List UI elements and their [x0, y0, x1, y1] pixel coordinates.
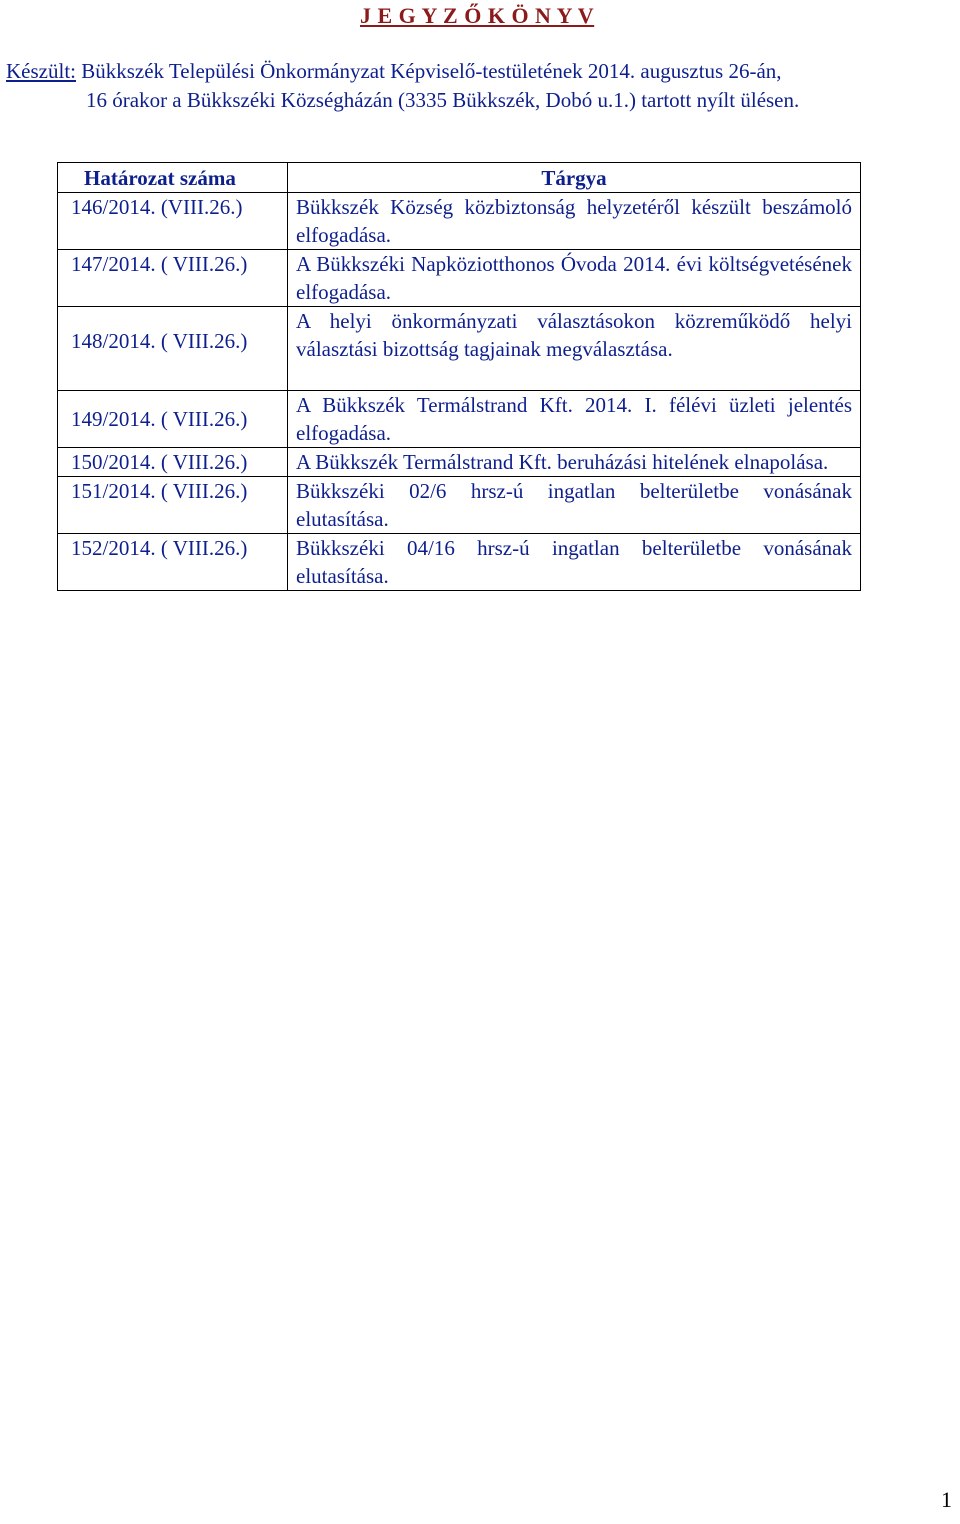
table-row [58, 193, 861, 250]
decision-subject: A helyi önkormányzati választásokon közreműködő helyi választási bizottság tagjainak megválasztása. [288, 307, 861, 391]
intro-paragraph [6, 57, 946, 115]
decision-subject: A Bükkszék Termálstrand Kft. 2014. I. félévi üzleti jelentés elfogadása. [288, 391, 861, 448]
intro-line2: 16 órakor a Bükkszéki Községházán (3335 Bükkszék, Dobó u.1.) tartott nyílt ülésen. [86, 88, 800, 112]
table-row [58, 250, 861, 307]
decision-number: 150/2014. ( VIII.26.) [58, 448, 288, 477]
table-row [58, 534, 861, 591]
decision-number: 151/2014. ( VIII.26.) [58, 477, 288, 534]
document-title: J E G Y Z Ő K Ö N Y V [360, 3, 595, 28]
decision-subject: A Bükkszék Termálstrand Kft. beruházási hitelének elnapolása. [288, 448, 861, 477]
table-row [58, 448, 861, 477]
decision-number: 147/2014. ( VIII.26.) [58, 250, 288, 307]
header-number: Határozat száma [58, 163, 288, 193]
header-subject: Tárgya [288, 163, 861, 193]
decision-number: 149/2014. ( VIII.26.) [58, 391, 288, 448]
table-row [58, 307, 861, 391]
decision-number: 148/2014. ( VIII.26.) [58, 307, 288, 391]
decision-number: 146/2014. (VIII.26.) [58, 193, 288, 250]
table-row [58, 391, 861, 448]
table-row [58, 477, 861, 534]
decisions-table [57, 162, 861, 591]
decision-subject: Bükkszéki 04/16 hrsz-ú ingatlan belterületbe vonásának elutasítása. [288, 534, 861, 591]
intro-line1: Bükkszék Települési Önkormányzat Képviselő-testületének 2014. augusztus 26-án, [75, 59, 782, 83]
decision-subject: Bükkszék Község közbiztonság helyzetéről készült beszámoló elfogadása. [288, 193, 861, 250]
intro-label: Készült: [6, 59, 76, 83]
decision-number: 152/2014. ( VIII.26.) [58, 534, 288, 591]
table-header-row [58, 163, 861, 193]
decision-subject: A Bükkszéki Napköziotthonos Óvoda 2014. évi költségvetésének elfogadása. [288, 250, 861, 307]
decision-subject: Bükkszéki 02/6 hrsz-ú ingatlan belterületbe vonásának elutasítása. [288, 477, 861, 534]
page-number: 1 [941, 1487, 952, 1512]
